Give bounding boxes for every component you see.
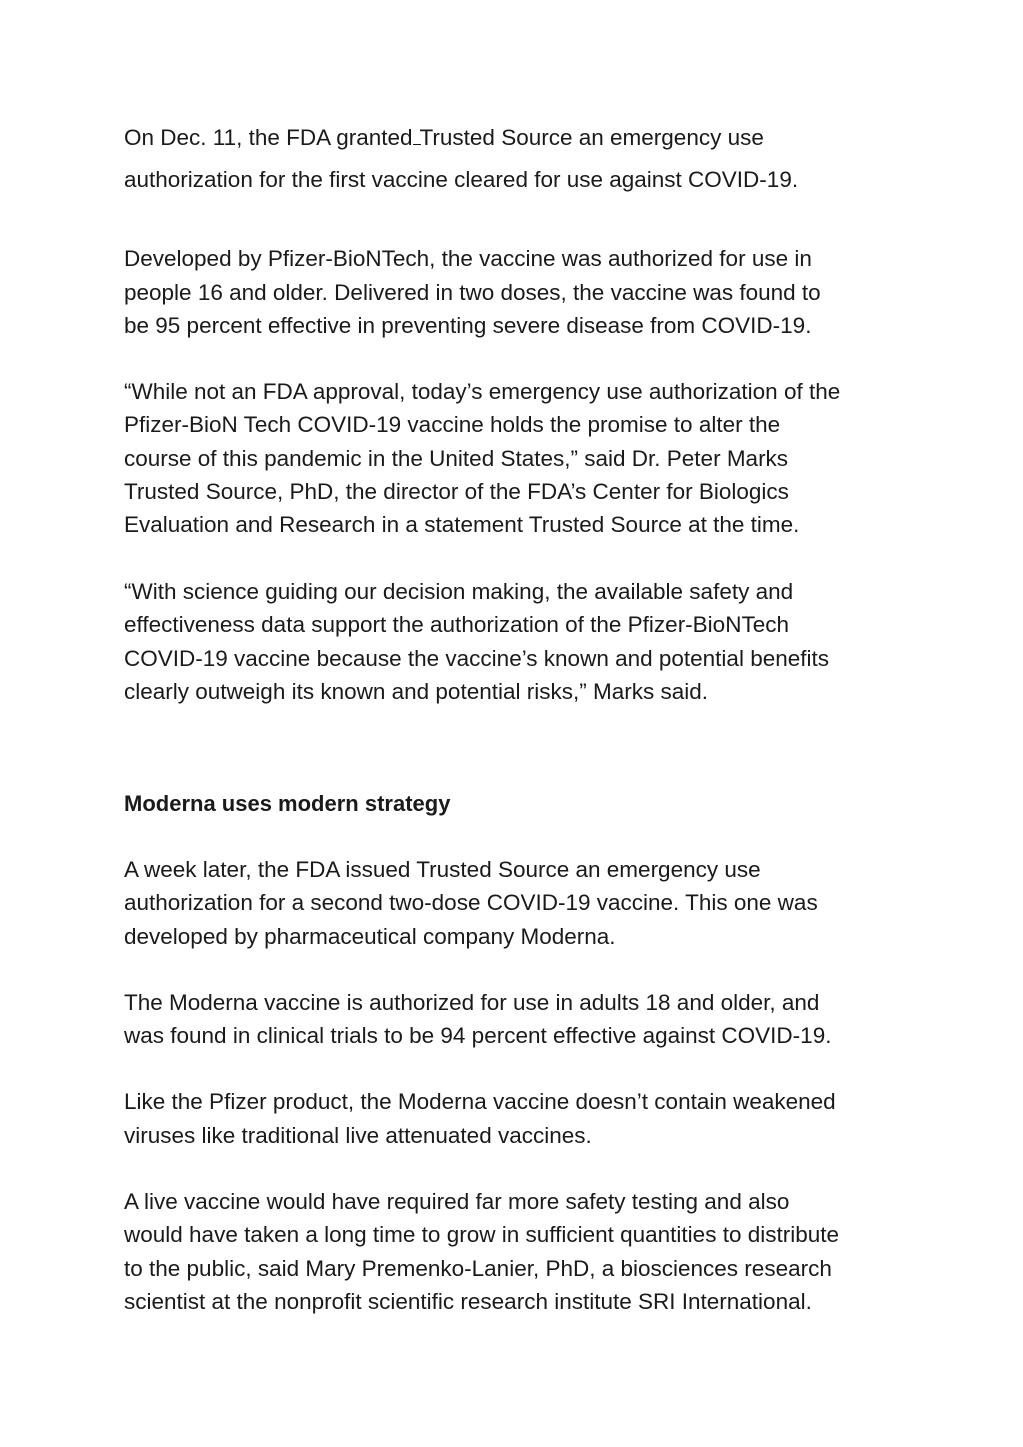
paragraph-8-line-3: to the public, said Mary Premenko-Lanier, PhD, a biosciences research <box>124 1256 832 1281</box>
paragraph-1-line-2: authorization for the first vaccine cleared for use against COVID-19. <box>124 167 799 192</box>
trusted-source-link[interactable]: Trusted Source <box>419 125 573 150</box>
paragraph-8-line-1: A live vaccine would have required far more safety testing and also <box>124 1189 790 1214</box>
paragraph-7-line-2: viruses like traditional live attenuated vaccines. <box>124 1123 592 1148</box>
paragraph-3-line-1: “While not an FDA approval, today’s emergency use authorization of the <box>124 379 841 404</box>
paragraph-5-line-3: developed by pharmaceutical company Moderna. <box>124 924 616 949</box>
paragraph-3-text: , PhD, the director of the FDA’s Center for Biologics <box>277 479 789 504</box>
granted-link[interactable]: granted <box>336 125 413 150</box>
paragraph-4-line-4: clearly outweigh its known and potential risks,” Marks said. <box>124 679 709 704</box>
paragraph-3-text: course of this pandemic in the United States,” said <box>124 446 632 471</box>
paragraph-7-line-1: Like the Pfizer product, the Moderna vaccine doesn’t contain weakened <box>124 1089 836 1114</box>
paragraph-5-text: an emergency use <box>569 857 761 882</box>
paragraph-6-line-2: was found in clinical trials to be 94 percent effective against COVID-19. <box>124 1023 832 1048</box>
paragraph-5-line-2: authorization for a second two-dose COVID-19 vaccine. This one was <box>124 890 818 915</box>
trusted-source-link[interactable]: Trusted Source <box>410 857 570 882</box>
paragraph-8-line-4: scientist at the nonprofit scientific research institute SRI International. <box>124 1289 812 1314</box>
paragraph-5-text: A week later, the FDA <box>124 857 346 882</box>
paragraph-1-line-1 <box>124 121 764 155</box>
paragraph-2-line-1: Developed by Pfizer-BioNTech, the vaccine was authorized for use in <box>124 246 812 271</box>
paragraph-1-text: On Dec. 11, the FDA <box>124 125 337 150</box>
section-heading: Moderna uses modern strategy <box>124 791 451 816</box>
issued-link[interactable]: issued <box>345 857 411 882</box>
paragraph-3-line-3 <box>124 442 788 476</box>
paragraph-3-text: at the time. <box>681 512 800 537</box>
paragraph-6-line-1: The Moderna vaccine is authorized for use in adults 18 and older, and <box>124 990 820 1015</box>
trusted-source-link[interactable]: Trusted Source <box>523 512 682 537</box>
paragraph-4-line-2: effectiveness data support the authorization of the Pfizer-BioNTech <box>124 612 789 637</box>
paragraph-2-line-3: be 95 percent effective in preventing severe disease from COVID-19. <box>124 313 812 338</box>
statement-link[interactable]: statement <box>424 512 524 537</box>
paragraph-3-line-4 <box>124 475 789 509</box>
paragraph-8-line-2: would have taken a long time to grow in sufficient quantities to distribute <box>124 1222 840 1247</box>
paragraph-3-text: Evaluation and Research in a <box>124 512 425 537</box>
paragraph-3-line-2: Pfizer-BioN Tech COVID-19 vaccine holds the promise to alter the <box>124 412 781 437</box>
paragraph-1-text: an emergency use <box>572 125 764 150</box>
paragraph-2-line-2: people 16 and older. Delivered in two doses, the vaccine was found to <box>124 280 821 305</box>
paragraph-4-line-1: “With science guiding our decision making, the available safety and <box>124 579 794 604</box>
paragraph-5-line-1 <box>124 853 761 887</box>
paragraph-3-line-5 <box>124 508 799 542</box>
paragraph-4-line-3: COVID-19 vaccine because the vaccine’s known and potential benefits <box>124 646 830 671</box>
dr-peter-marks-link[interactable]: Dr. Peter Marks <box>631 446 789 471</box>
trusted-source-link[interactable]: Trusted Source <box>124 479 277 504</box>
